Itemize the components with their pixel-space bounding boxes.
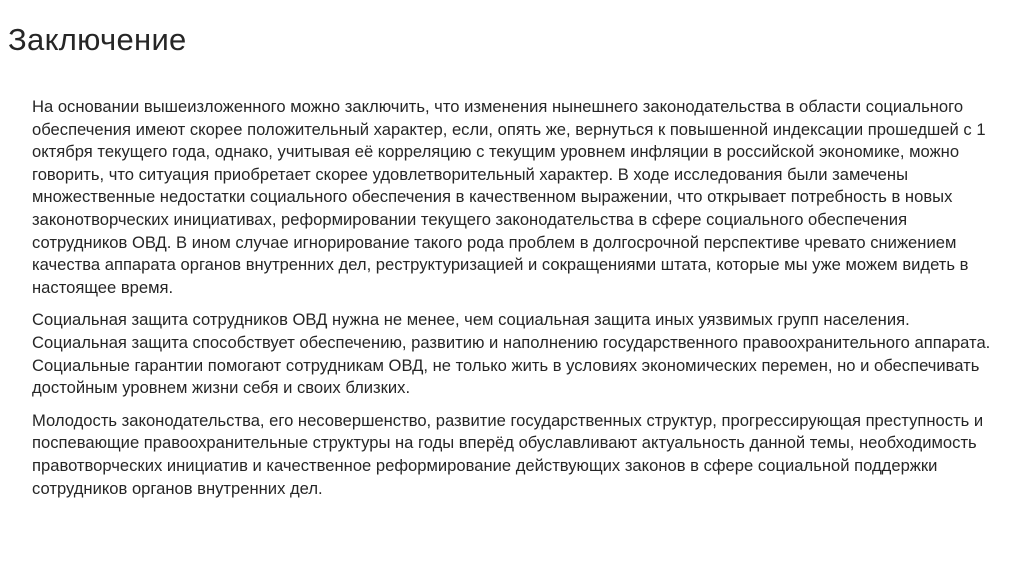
slide-body — [32, 96, 1000, 510]
paragraph-conclusion-2: Социальная защита сотрудников ОВД нужна не менее, чем социальная защита иных уязвимых групп населения. Социальная защита способствует обеспечению, развитию и наполнению государственного правоохранительного аппарата. Социальные гарантии помогают сотрудникам ОВД, не только жить в условиях экономических перемен, но и обеспечивать достойным уровнем жизни себя и своих близких. — [32, 310, 991, 398]
paragraph-conclusion-1: На основании вышеизложенного можно заключить, что изменения нынешнего законодательства в области социального обеспечения имеют скорее положительный характер, если, опять же, вернуться к повышенной индексации прошедшей с 1 октября текущего года, однако, учитывая её корреляцию с текущим уровнем инфляции в российской экономике, можно говорить, что ситуация приобретает скорее удовлетворительный характер. В ходе исследования были замечены множественные недостатки социального обеспечения в качественном выражении, что открывает потребность в новых законотворческих инициативах, реформировании текущего законодательства в сфере социального обеспечения сотрудников ОВД. В ином случае игнорирование такого рода проблем в долгосрочной перспективе чревато снижением качества аппарата органов внутренних дел, реструктуризацией и сокращениями штата, которые мы уже можем видеть в настоящее время. — [32, 97, 986, 297]
paragraph-conclusion-3: Молодость законодательства, его несовершенство, развитие государственных структур, прогрессирующая преступность и поспевающие правоохранительные структуры на годы вперёд обуславливают актуальность данной темы, необходимость правотворческих инициатив и качественное реформирование действующих законов в сфере социальной поддержки сотрудников органов внутренних дел. — [32, 410, 984, 498]
slide-title: Заключение — [8, 22, 187, 57]
